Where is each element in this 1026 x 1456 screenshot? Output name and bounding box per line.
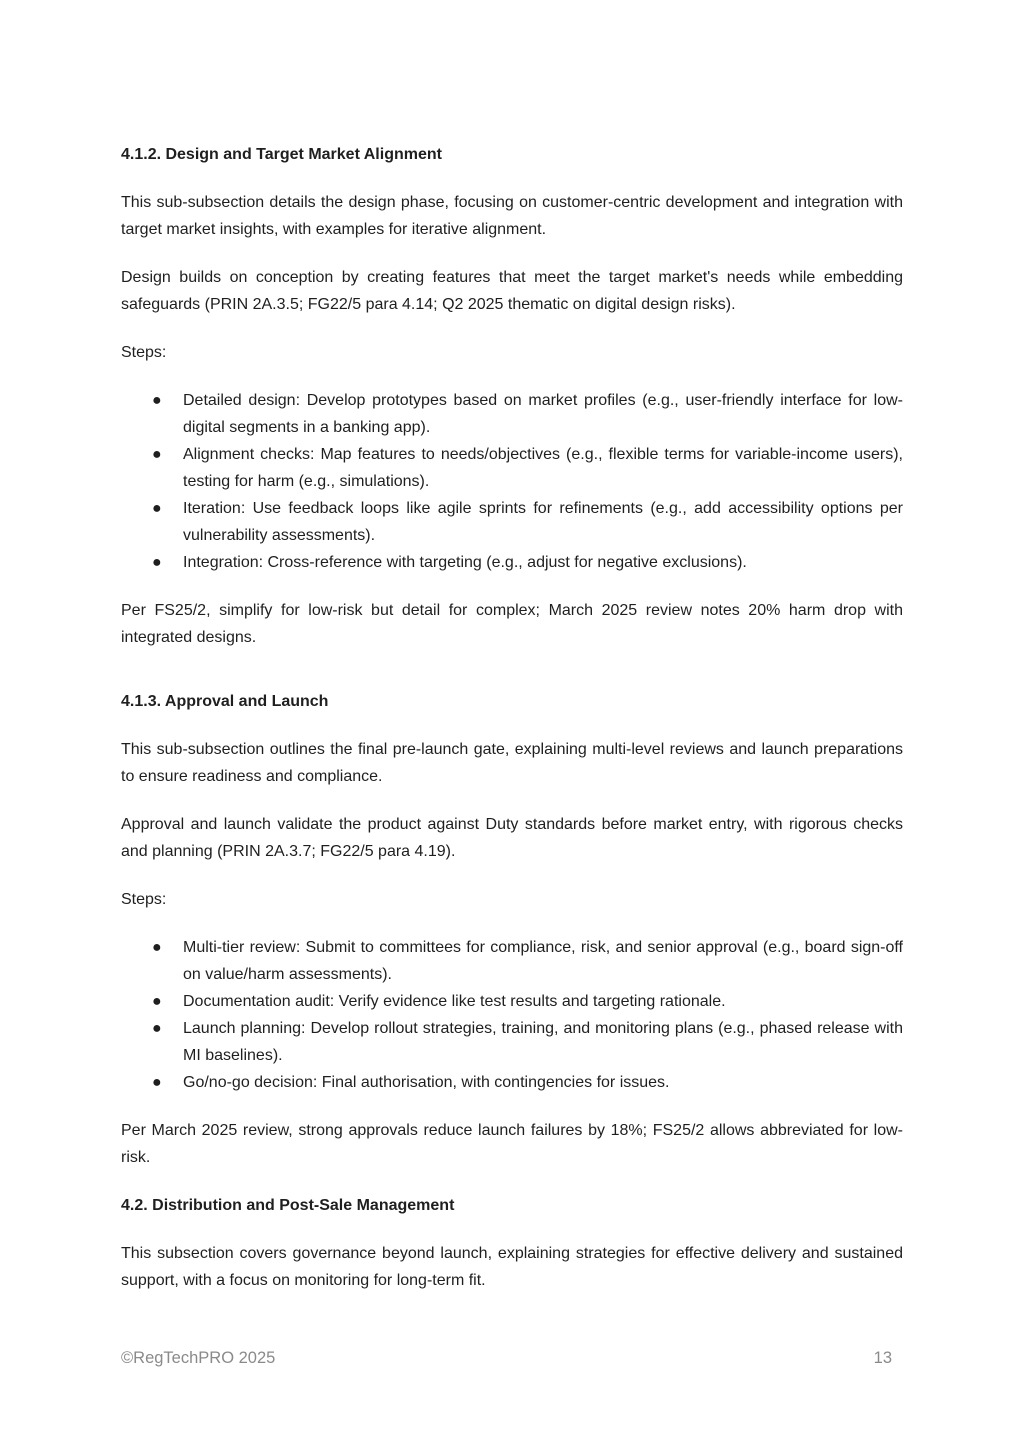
list-item: ● Iteration: Use feedback loops like agile sprints for refinements (e.g., add accessibility options per vulnerability assessments). [121,495,903,549]
bullet-icon: ● [152,554,162,571]
footer-page-number: 13 [873,1349,892,1367]
list-item: ● Go/no-go decision: Final authorisation, with contingencies for issues. [121,1069,903,1096]
section-intro-4-2: This subsection covers governance beyond launch, explaining strategies for effective delivery and sustained support, with a focus on monitoring for long-term fit. [121,1245,903,1289]
bullet-icon: ● [152,1074,162,1091]
list-item: ● Alignment checks: Map features to needs/objectives (e.g., flexible terms for variable-income users), testing for harm (e.g., simulations). [121,441,903,495]
steps-list-4-1-2 [121,387,903,576]
page-content [121,141,903,1294]
section-body-4-1-2: Design builds on conception by creating features that meet the target market's needs while embedding safeguards (PRIN 2A.3.5; FG22/5 para 4.14; Q2 2025 thematic on digital design risks). [121,269,903,313]
bullet-icon: ● [152,1020,162,1037]
steps-list-4-1-3 [121,934,903,1096]
bullet-icon: ● [152,939,162,956]
section-intro-4-1-2: This sub-subsection details the design phase, focusing on customer-centric development and integration with target market insights, with examples for iterative alignment. [121,194,903,238]
section-intro-4-1-3: This sub-subsection outlines the final pre-launch gate, explaining multi-level reviews and launch preparations to ensure readiness and compliance. [121,741,903,785]
bullet-icon: ● [152,446,162,463]
steps-label-4-1-2: Steps: [121,344,167,361]
bullet-icon: ● [152,993,162,1010]
list-item: ● Multi-tier review: Submit to committees for compliance, risk, and senior approval (e.g., board sign-off on value/harm assessments). [121,934,903,988]
footer-copyright: ©RegTechPRO 2025 [121,1349,276,1367]
bullet-icon: ● [152,500,162,517]
list-item: ● Documentation audit: Verify evidence like test results and targeting rationale. [121,988,903,1015]
bullet-icon: ● [152,392,162,409]
section-heading-4-1-3: 4.1.3. Approval and Launch [121,693,329,710]
section-heading-4-1-2: 4.1.2. Design and Target Market Alignment [121,146,442,163]
section-closing-4-1-2: Per FS25/2, simplify for low-risk but detail for complex; March 2025 review notes 20% harm drop with integrated designs. [121,602,903,646]
list-item: ● Integration: Cross-reference with targeting (e.g., adjust for negative exclusions). [121,549,903,576]
section-body-4-1-3: Approval and launch validate the product against Duty standards before market entry, with rigorous checks and planning (PRIN 2A.3.7; FG22/5 para 4.19). [121,816,903,860]
section-heading-4-2: 4.2. Distribution and Post-Sale Management [121,1197,455,1214]
list-item: ● Detailed design: Develop prototypes based on market profiles (e.g., user-friendly interface for low-digital segments in a banking app). [121,387,903,441]
list-item: ● Launch planning: Develop rollout strategies, training, and monitoring plans (e.g., phased release with MI baselines). [121,1015,903,1069]
steps-label-4-1-3: Steps: [121,891,167,908]
section-closing-4-1-3: Per March 2025 review, strong approvals reduce launch failures by 18%; FS25/2 allows abbreviated for low-risk. [121,1122,903,1166]
